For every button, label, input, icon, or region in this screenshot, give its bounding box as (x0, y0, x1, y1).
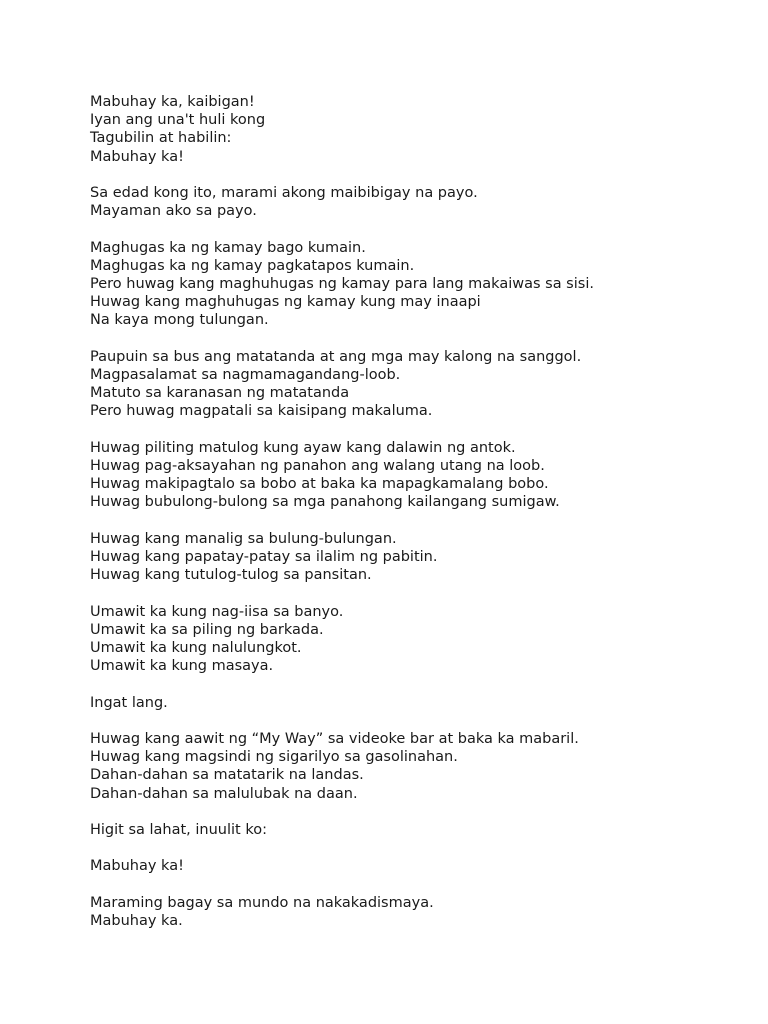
poem-line: Paupuin sa bus ang matatanda at ang mga may kalong na sanggol. (90, 348, 582, 365)
poem-line: Pero huwag magpatali sa kaisipang makaluma. (90, 403, 433, 420)
stanza (90, 694, 740, 712)
stanza (90, 184, 740, 220)
poem-line: Mabuhay ka, kaibigan! (90, 94, 255, 110)
stanza (90, 821, 740, 839)
poem-line: Umawit ka kung masaya. (90, 658, 274, 675)
poem-line: Umawit ka kung nalulungkot. (90, 640, 302, 656)
poem-line: Huwag kang tutulog-tulog sa pansitan. (90, 567, 372, 584)
poem-line: Maghugas ka ng kamay pagkatapos kumain. (90, 257, 415, 274)
poem-line: Dahan-dahan sa malulubak na daan. (90, 785, 358, 802)
poem-line: Maraming bagay sa mundo na nakakadismaya. (90, 894, 434, 911)
poem-line: Maghugas ka ng kamay bago kumain. (90, 239, 366, 256)
poem-line: Iyan ang una't huli kong (90, 112, 266, 129)
stanza (90, 603, 740, 676)
poem-line: Mayaman ako sa payo. (90, 203, 257, 220)
poem-line: Matuto sa karanasan ng matatanda (90, 385, 350, 402)
poem-line: Pero huwag kang maghuhugas ng kamay para lang makaiwas sa sisi. (90, 276, 594, 292)
stanza (90, 894, 740, 930)
poem-line: Dahan-dahan sa matatarik na landas. (90, 767, 364, 784)
poem-line: Mabuhay ka. (90, 912, 183, 929)
poem-line: Huwag kang aawit ng “My Way” sa videoke bar at baka ka mabaril. (90, 730, 579, 747)
poem-line: Magpasalamat sa nagmamagandang-loob. (90, 367, 401, 383)
stanza (90, 348, 740, 421)
poem-line: Higit sa lahat, inuulit ko: (90, 821, 267, 838)
poem-body (90, 93, 740, 948)
stanza (90, 93, 740, 166)
poem-line: Na kaya mong tulungan. (90, 312, 269, 329)
poem-line: Mabuhay ka! (90, 858, 184, 875)
poem-line: Sa edad kong ito, marami akong maibibigay na payo. (90, 185, 478, 201)
poem-line: Mabuhay ka! (90, 148, 184, 165)
poem-line: Huwag piliting matulog kung ayaw kang dalawin ng antok. (90, 439, 516, 456)
poem-line: Umawit ka kung nag-iisa sa banyo. (90, 603, 344, 620)
stanza (90, 530, 740, 585)
stanza (90, 730, 740, 803)
stanza (90, 239, 740, 330)
poem-line: Tagubilin at habilin: (90, 130, 232, 147)
poem-line: Huwag kang papatay-patay sa ilalim ng pabitin. (90, 549, 438, 565)
poem-line: Ingat lang. (90, 694, 168, 711)
poem-line: Huwag makipagtalo sa bobo at baka ka mapagkamalang bobo. (90, 476, 549, 493)
poem-line: Huwag kang manalig sa bulung-bulungan. (90, 530, 397, 547)
poem-line: Umawit ka sa piling ng barkada. (90, 621, 324, 638)
stanza (90, 857, 740, 875)
stanza (90, 439, 740, 512)
poem-line: Huwag bubulong-bulong sa mga panahong kailangang sumigaw. (90, 494, 560, 511)
poem-line: Huwag kang magsindi ng sigarilyo sa gasolinahan. (90, 749, 458, 766)
poem-line: Huwag pag-aksayahan ng panahon ang walang utang na loob. (90, 458, 545, 474)
poem-line: Huwag kang maghuhugas ng kamay kung may inaapi (90, 294, 481, 311)
